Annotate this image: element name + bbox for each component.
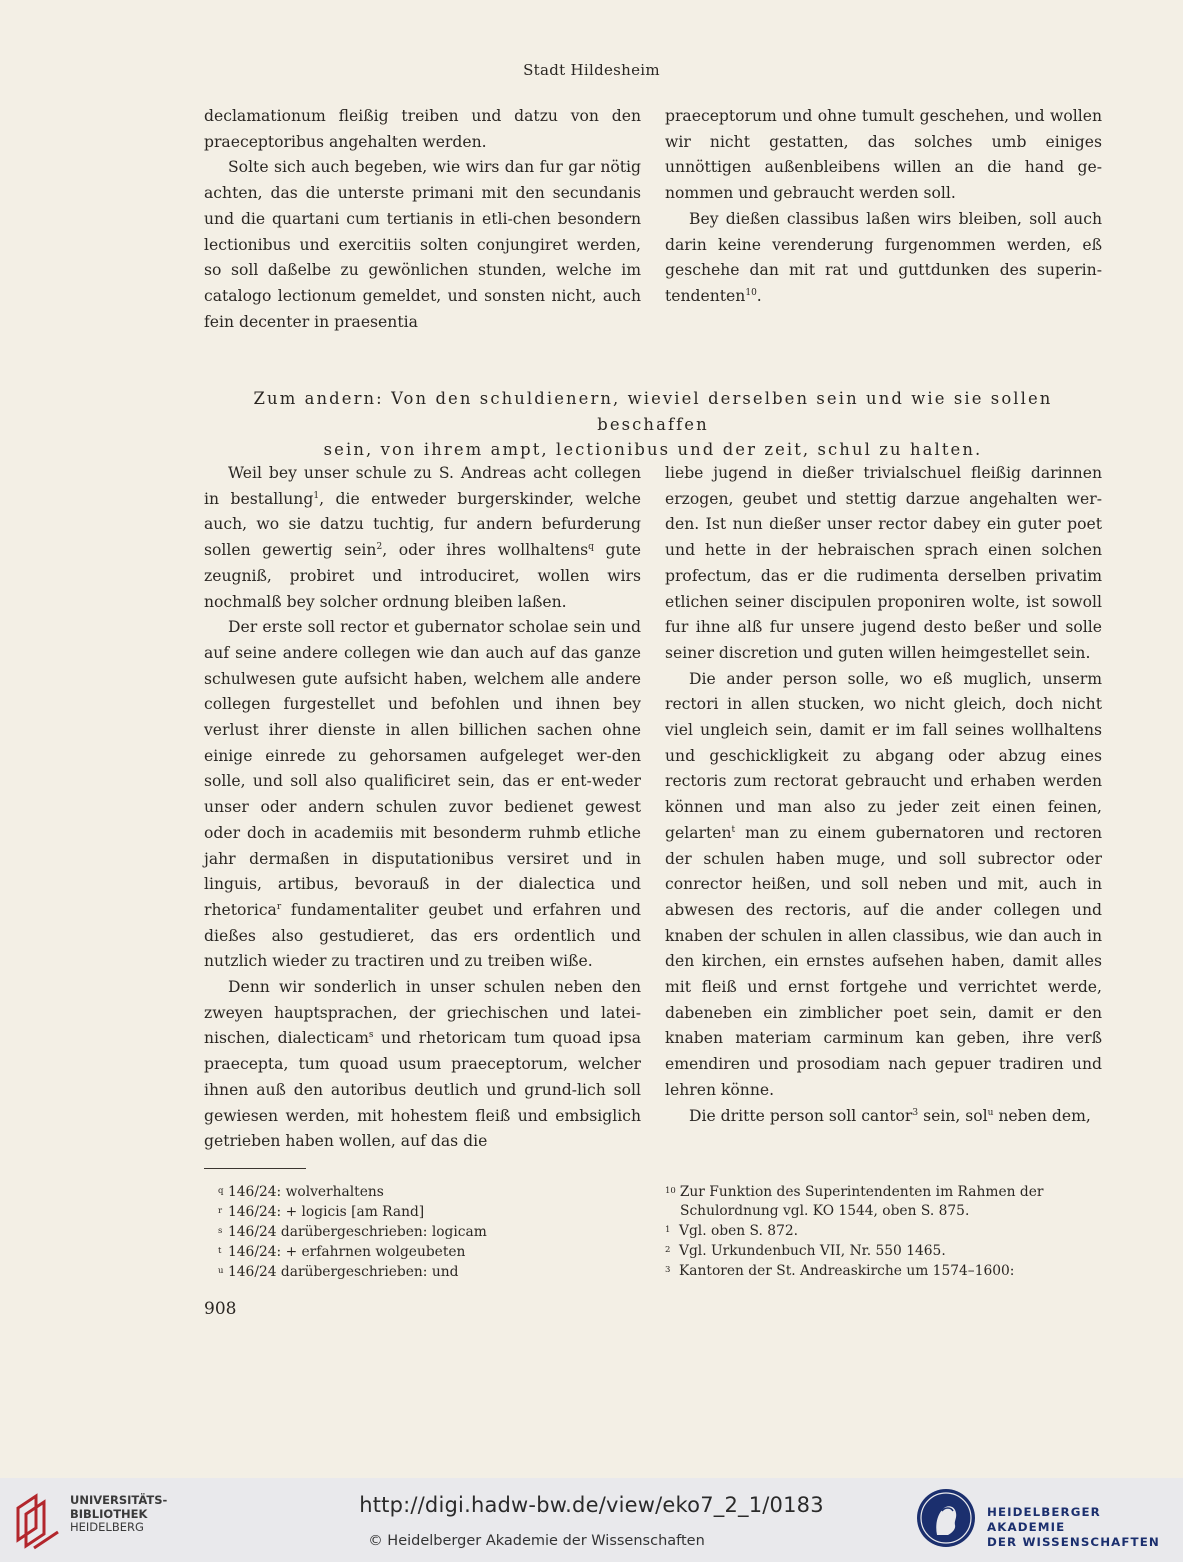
section-heading xyxy=(198,386,1108,463)
paragraph-text: Denn wir sonderlich in unser schulen neben den zweyen hauptsprachen, der griechischen und latei-nischen, dialecticam xyxy=(204,978,641,1048)
footnote-text: 146/24: + logicis [am Rand] xyxy=(228,1204,425,1220)
footnote xyxy=(665,1182,1102,1202)
paragraph-text: , oder ihres wollhaltens xyxy=(382,541,589,560)
paragraph xyxy=(204,975,641,1155)
academy-seal-icon xyxy=(915,1487,977,1549)
footnote-text: 146/24 darübergeschrieben: und xyxy=(228,1264,459,1280)
paragraph xyxy=(665,1104,1102,1130)
footnote-continuation: Schulordnung vgl. KO 1544, oben S. 875. xyxy=(680,1203,970,1219)
paragraph-text: neben dem, xyxy=(993,1106,1091,1125)
paragraph-text: Die ander person solle, wo eß muglich, unserm rectori in allen stucken, wo nicht gleich, doch nicht viel ungleich sein, damit er im fall seines wollhaltens und geschickligkeit zu abgang oder abzug eines rectoris zum rectorat gebraucht und erhaben werden können und man also zu jeder zeit einen feinen, gelarten xyxy=(665,669,1102,842)
footnote-ref: 2 xyxy=(376,542,383,553)
academy-name-line: DER WISSENSCHAFTEN xyxy=(987,1535,1160,1549)
footnote-mark: r xyxy=(218,1206,223,1216)
permalink-url[interactable]: http://digi.hadw-bw.de/view/eko7_2_1/0183 xyxy=(359,1493,824,1517)
footnote-text: Kantoren der St. Andreaskirche um 1574–1600: xyxy=(679,1263,1015,1279)
footnote-mark: 1 xyxy=(665,1225,671,1235)
footnote-text: Vgl. Urkundenbuch VII, Nr. 550 1465. xyxy=(679,1243,946,1259)
paragraph: Solte sich auch begeben, wie wirs dan fur gar nötig achten, das die unterste primani mit den secundanis und die quartani cum tertianis in etli-chen besondern lectionibus und exercitiis solten conjungiret werden, so soll daßelbe zu gewönlichen stunden, welche im catalogo lectionum gemeldet, und sonsten nicht, auch fein decenter in praesentia xyxy=(204,158,641,331)
library-name-line: UNIVERSITÄTS- xyxy=(70,1493,168,1507)
footnote-mark: u xyxy=(218,1266,224,1276)
copyright-notice: © Heidelberger Akademie der Wissenschaften xyxy=(368,1533,705,1549)
paragraph-text: Die dritte person soll cantor xyxy=(689,1106,913,1125)
paragraph-text: fundamentaliter geubet und erfahren und dießes also gestudieret, das ers ordentlich und nutzlich wieder zu tractiren und zu treiben wiße. xyxy=(204,900,641,971)
footnote-ref: u xyxy=(987,1107,994,1118)
section-heading-line: Zum andern: Von den schuldienern, wieviel derselben sein und wie sie sollen beschaffen xyxy=(253,389,1053,434)
footnote-mark: 2 xyxy=(665,1245,671,1255)
footnote xyxy=(218,1242,648,1262)
footnote xyxy=(218,1202,648,1222)
footnote-text: Vgl. oben S. 872. xyxy=(679,1223,799,1239)
paragraph-text: sein, sol xyxy=(918,1106,988,1125)
footnote-text: 146/24 darübergeschrieben: logicam xyxy=(228,1224,487,1240)
footnote-ref: r xyxy=(276,901,282,912)
footnote-ref: 1 xyxy=(313,490,320,501)
paragraph: liebe jugend in dießer trivialschuel fleißig darinnen erzogen, geubet und stettig darzue angehalten wer-den. Ist nun dießer unser rector dabey ein guter poet und hette in der hebraischen sprach einen solchen profectum, das er die rudimenta derselben privatim etlichen seiner discipulen proponiren wolte, ist sowoll fur ihne alß fur unsere jugend desto beßer und solle seiner discretion und guten willen heimgestellet sein. xyxy=(665,464,1102,662)
footnote xyxy=(218,1262,648,1282)
footnote-ref: t xyxy=(731,824,736,835)
footnote xyxy=(665,1221,1102,1241)
footnote xyxy=(665,1241,1102,1261)
paragraph: praeceptorum und ohne tumult geschehen, und wollen wir nicht gestatten, das solches umb einiges unnöttigen außenbleibens willen an die hand ge-nommen und gebraucht werden soll. xyxy=(665,107,1102,203)
footnote-ref: 10 xyxy=(745,287,757,298)
footnote-mark: t xyxy=(218,1246,222,1256)
paragraph: declamationum fleißig treiben und datzu von den praeceptoribus angehalten werden. xyxy=(204,107,641,151)
footnote xyxy=(218,1222,648,1242)
paragraph xyxy=(665,667,1102,1104)
footer-bar xyxy=(0,1478,1183,1562)
footnote-mark: 3 xyxy=(665,1265,671,1275)
library-name-line: BIBLIOTHEK xyxy=(70,1506,148,1521)
footnotes-right xyxy=(665,1182,1102,1281)
footnote-mark: s xyxy=(218,1226,223,1236)
top-right-column xyxy=(665,104,1102,310)
page-number: 908 xyxy=(204,1299,237,1319)
academy-name xyxy=(987,1505,1183,1550)
top-left-column xyxy=(204,104,641,335)
main-right-column xyxy=(665,461,1102,1129)
paragraph-text: gute zeugniß, probiret und introduciret, wollen wirs nochmalß bey solcher ordnung bleiben laßen. xyxy=(204,541,641,611)
footnote-rule xyxy=(204,1168,306,1169)
paragraph-text: und rhetoricam tum quoad ipsa praecepta, tum quoad usum praeceptorum, welcher ihnen auß den autoribus deutlich und grund-lich soll gewiesen werden, mit hohestem fleiß und embsiglich getrieben haben wollen, auf das die xyxy=(204,1029,641,1151)
paragraph-text: man zu einem gubernatoren und rectoren der schulen haben muge, und soll subrector oder conrector heißen, und soll neben und mit, auch in abwesen des rectoris, auf die ander collegen und knaben der schulen in allen classibus, wie dan auch in den kirchen, ein ernstes aufsehen haben, damit alles mit fleiß und ernst fortgehe und verrichtet werde, dabeneben ein zimblicher poet sein, damit er den knaben materiam carminum kan geben, ihre verß emendiren und prosodiam nach gepuer tradiren und lehren könne. xyxy=(665,823,1102,1099)
paragraph-text: Weil bey unser schule zu S. Andreas acht collegen in bestallung xyxy=(204,464,641,508)
footnote xyxy=(665,1261,1102,1281)
academy-name-line: HEIDELBERGER AKADEMIE xyxy=(987,1505,1101,1534)
paragraph xyxy=(204,461,641,615)
paragraph xyxy=(665,207,1102,310)
footnote-text: Zur Funktion des Superintendenten im Rahmen der xyxy=(679,1184,1044,1200)
footnote-mark: q xyxy=(218,1186,224,1196)
punctuation: . xyxy=(756,286,762,305)
paragraph-text: Bey dießen classibus laßen wirs bleiben, soll auch darin keine verenderung furgenommen werden, eß geschehe dan mit rat und guttdunken des superin-tendenten xyxy=(665,209,1102,305)
footnote-ref: q xyxy=(588,542,594,553)
paragraph xyxy=(204,615,641,975)
footnote-text: 146/24: wolverhaltens xyxy=(228,1184,384,1200)
section-heading-line: sein, von ihrem ampt, lectionibus und der zeit, schul zu halten. xyxy=(323,440,983,459)
footnote-mark: 10 xyxy=(665,1186,676,1196)
paragraph-text: , die entweder burgerskinder, welche auch, wo sie datzu tuchtig, fur andern befurderung sollen gewertig sein xyxy=(204,489,641,560)
main-left-column xyxy=(204,461,641,1155)
paragraph-text: Der erste soll rector et gubernator scholae sein und auf seine andere collegen wie dan auch auf das ganze schulwesen gute aufsicht haben, welchem alle andere collegen furgestellet und befohlen und ihnen bey verlust ihrer dienste in allen billichen sachen ohne einige einrede zu gehorsamen aufgeleget wer-den solle, und soll also qualificiret sein, das er ent-weder unser oder andern schulen zuvor bedienet gewest oder doch in academiis mit besonderm ruhmb etliche jahr dermaßen in disputationibus versiret und in linguis, artibus, bevorauß in der dialectica und rhetorica xyxy=(204,618,641,919)
footnote-ref: s xyxy=(368,1030,374,1041)
library-name-line: HEIDELBERG xyxy=(70,1520,144,1534)
footnote xyxy=(218,1182,648,1202)
footnote-ref: 3 xyxy=(912,1107,919,1118)
running-head: Stadt Hildesheim xyxy=(523,61,660,79)
footnotes-left xyxy=(218,1182,648,1282)
footnote-text: 146/24: + erfahrnen wolgeubeten xyxy=(228,1244,466,1260)
